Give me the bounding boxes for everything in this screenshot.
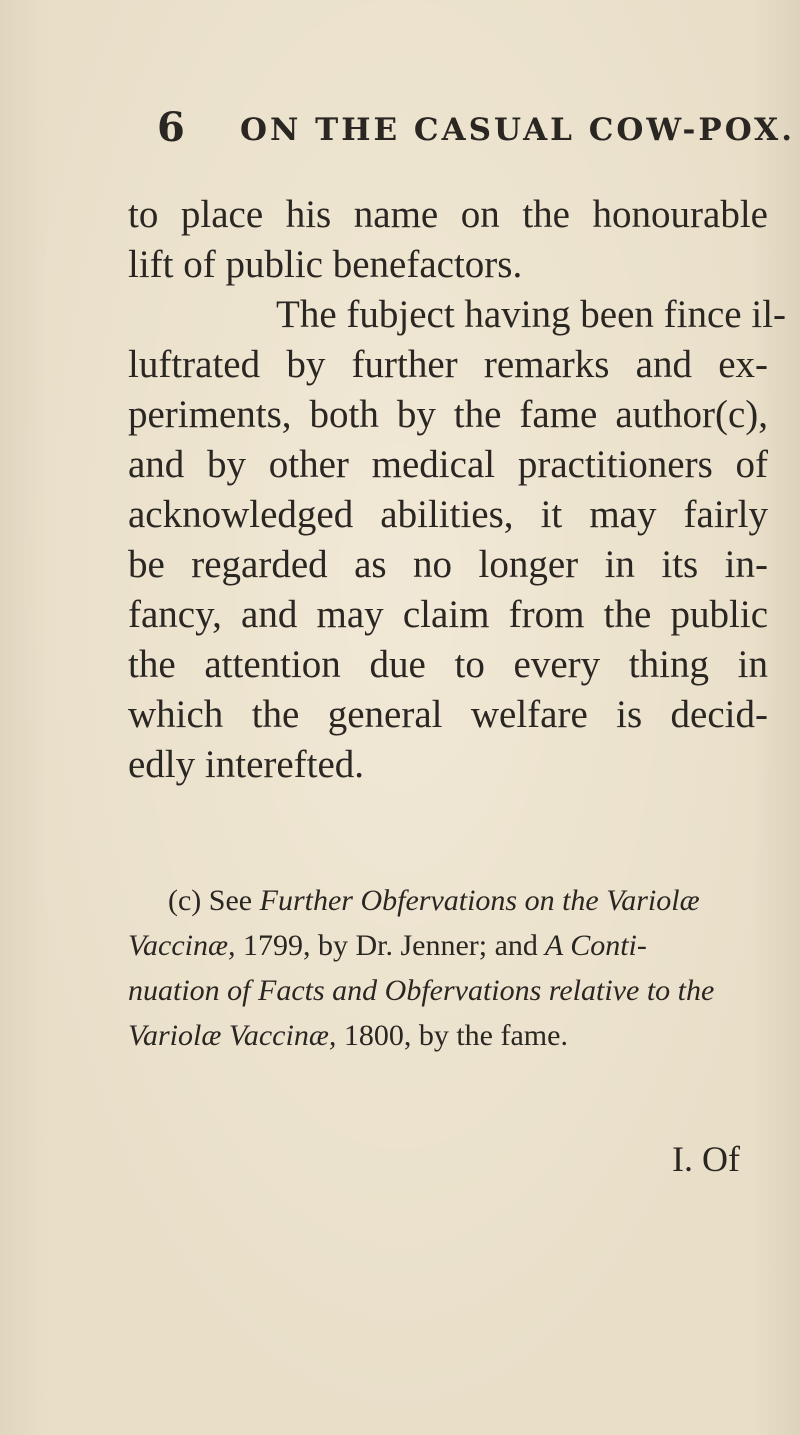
body-line: be regarded as no longer in its in- bbox=[128, 543, 768, 586]
footnote-line bbox=[128, 878, 768, 923]
body-line: lift of public benefactors. bbox=[128, 243, 523, 286]
page-header bbox=[0, 100, 800, 160]
running-head: ON THE CASUAL COW-POX. bbox=[240, 112, 796, 148]
footnote-marker: (c) bbox=[168, 884, 202, 917]
footnote-text: Further Obfervations on the Variolæ bbox=[259, 884, 700, 917]
footnote-text: nuation of Facts and Obfervations relative to the bbox=[128, 974, 715, 1007]
footnote-text: 1799, by Dr. Jenner; and bbox=[242, 929, 538, 962]
footnote-text: A Conti- bbox=[544, 929, 647, 962]
body-text bbox=[128, 190, 787, 790]
body-line: fancy, and may claim from the public bbox=[128, 593, 768, 636]
body-line: luftrated by further remarks and ex- bbox=[128, 343, 768, 386]
footnote-text: Variolæ Vaccinæ, bbox=[128, 1019, 337, 1052]
body-line: which the general welfare is decid- bbox=[128, 693, 768, 736]
footnote-line bbox=[128, 968, 768, 1013]
body-line: edly interefted. bbox=[128, 743, 365, 786]
body-line: the attention due to every thing in bbox=[128, 643, 768, 686]
footnote-line bbox=[128, 923, 768, 968]
body-line: periments, both by the fame author(c), bbox=[128, 393, 768, 436]
catchword: I. Of bbox=[672, 1139, 740, 1179]
footnote-text: See bbox=[208, 884, 253, 917]
page-number: 6 bbox=[157, 104, 186, 151]
body-line: The fubject having been fince il- bbox=[276, 293, 787, 336]
footnote-text: Vaccinæ, bbox=[128, 929, 236, 962]
footnote-line bbox=[128, 1013, 768, 1058]
footnote bbox=[128, 878, 768, 1058]
footnote-text: 1800, by the fame. bbox=[343, 1019, 568, 1052]
body-line: to place his name on the honourable bbox=[128, 193, 768, 236]
body-line: and by other medical practitioners of bbox=[128, 443, 768, 486]
body-line: acknowledged abilities, it may fairly bbox=[128, 493, 768, 536]
